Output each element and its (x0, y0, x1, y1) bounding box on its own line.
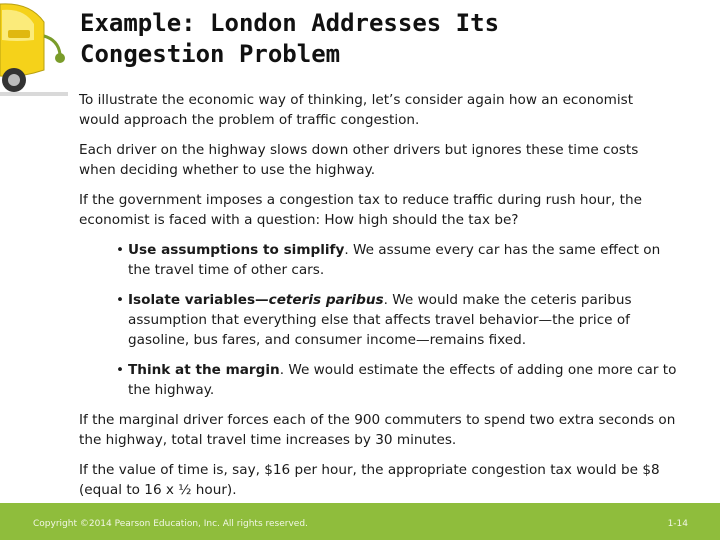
copyright-text: Copyright ©2014 Pearson Education, Inc. All rights reserved. (33, 519, 308, 529)
bullet-text: the travel time of other cars. (128, 262, 325, 278)
electric-car-icon (0, 0, 68, 96)
bullet-text: . We assume every car has the same effect on (344, 242, 661, 258)
bullet-text: . We would estimate the effects of adding one more car to (279, 362, 677, 378)
paragraph-line: (equal to 16 x ½ hour). (79, 482, 237, 498)
paragraph-intro (79, 90, 679, 130)
bullet-heading-italic: ceteris paribus (268, 292, 384, 308)
bullet-item-isolate (116, 290, 679, 350)
bullet-heading: Use assumptions to simplify (128, 242, 345, 258)
bullet-marker: • (116, 242, 125, 258)
bullet-item-assumptions (116, 240, 679, 280)
slide-footer (0, 503, 720, 540)
paragraph-line: To illustrate the economic way of thinking, let’s consider again how an economist (79, 92, 634, 108)
slide-body (79, 90, 679, 510)
paragraph-line: If the government imposes a congestion tax to reduce traffic during rush hour, the (79, 192, 642, 208)
page-number: 1-14 (667, 519, 688, 529)
slide-title-line-2: Congestion Problem (80, 40, 341, 68)
slide-title (80, 8, 700, 70)
bullet-heading: Think at the margin (128, 362, 280, 378)
bullet-heading: Isolate variables— (128, 292, 269, 308)
paragraph-line: when deciding whether to use the highway. (79, 162, 376, 178)
bullet-text: assumption that everything else that affects travel behavior—the price of (128, 312, 630, 328)
bullet-marker: • (116, 292, 125, 308)
paragraph-line: Each driver on the highway slows down other drivers but ignores these time costs (79, 142, 639, 158)
paragraph-line: economist is faced with a question: How high should the tax be? (79, 212, 519, 228)
bullet-text: . We would make the ceteris paribus (383, 292, 632, 308)
paragraph-line: If the marginal driver forces each of the 900 commuters to spend two extra seconds on (79, 412, 676, 428)
paragraph-line: If the value of time is, say, $16 per hour, the appropriate congestion tax would be $8 (79, 462, 660, 478)
paragraph-tax-question (79, 190, 679, 230)
bullet-item-margin (116, 360, 679, 400)
bullet-text: gasoline, bus fares, and consumer income—remains fixed. (128, 332, 527, 348)
bullet-marker: • (116, 362, 125, 378)
slide-title-line-1: Example: London Addresses Its (80, 9, 500, 37)
paragraph-line: would approach the problem of traffic congestion. (79, 112, 420, 128)
bullet-list (79, 240, 679, 400)
paragraph-marginal-driver (79, 410, 679, 450)
paragraph-tax-value (79, 460, 679, 500)
bullet-text: the highway. (128, 382, 215, 398)
paragraph-line: the highway, total travel time increases by 30 minutes. (79, 432, 457, 448)
paragraph-drivers (79, 140, 679, 180)
